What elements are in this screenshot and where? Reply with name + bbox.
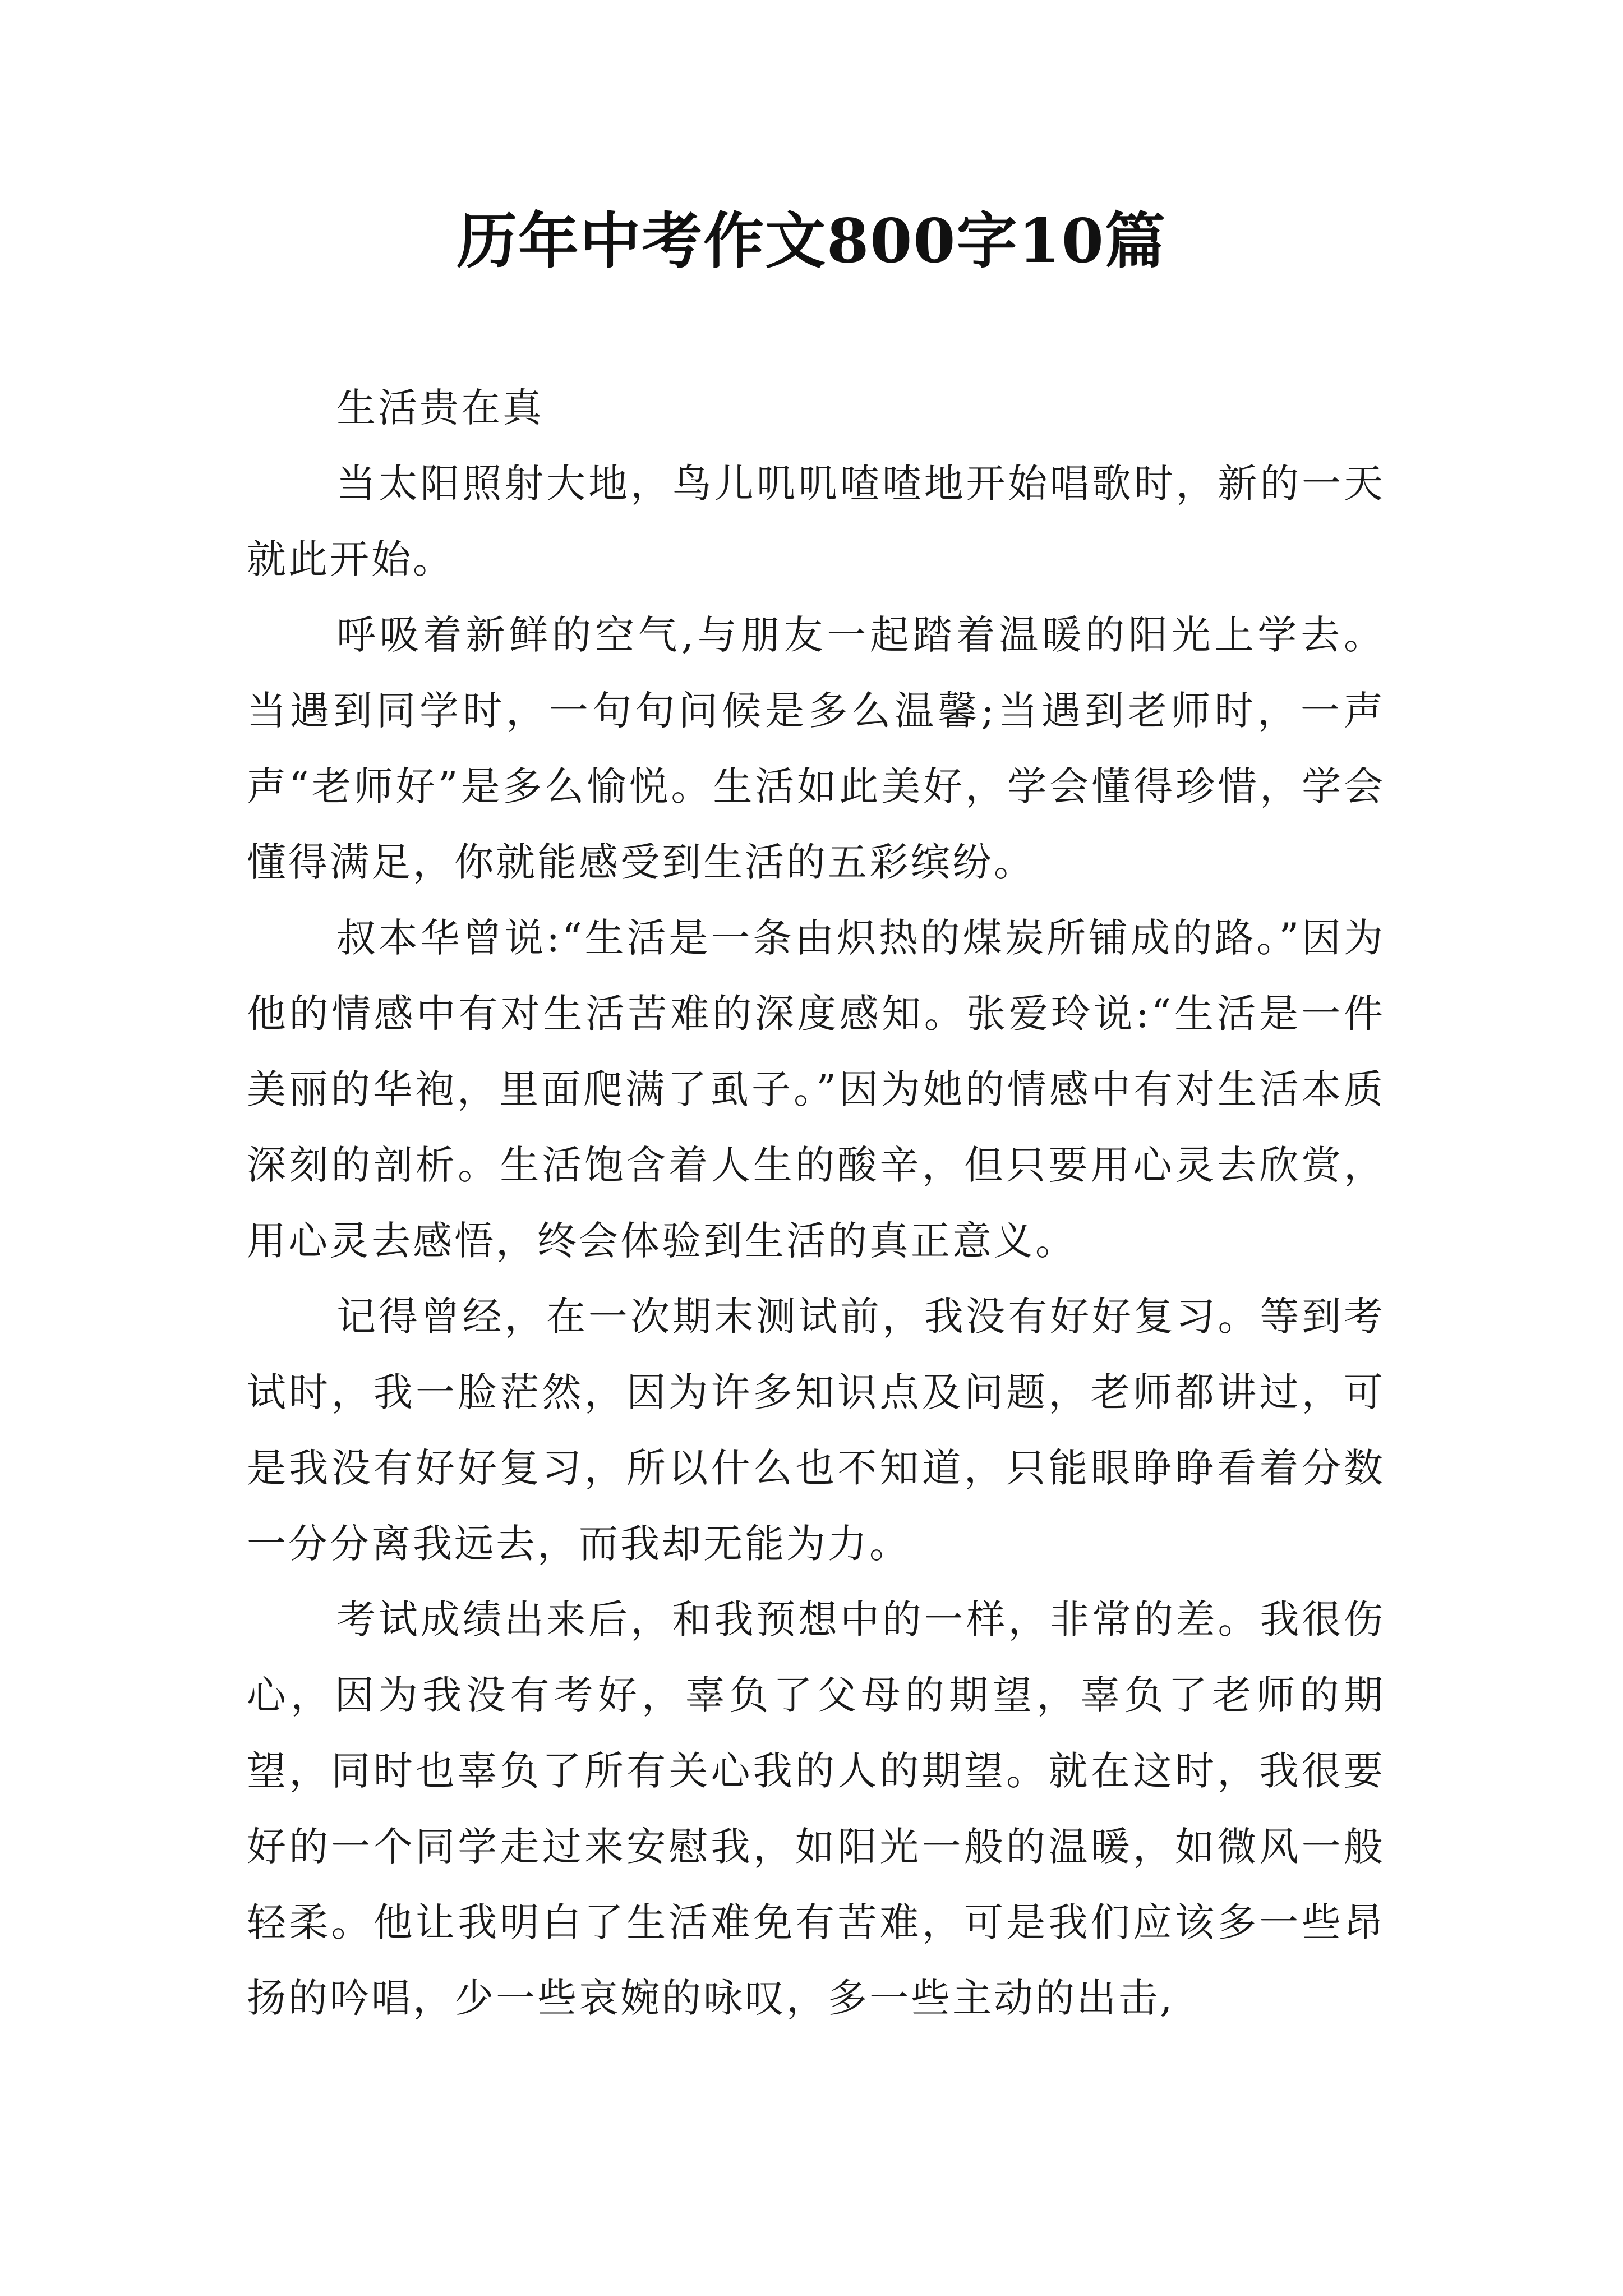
paragraph: 叔本华曾说:“生活是一条由炽热的煤炭所铺成的路。”因为他的情感中有对生活苦难的深度感知。张爱玲说:“生活是一件美丽的华袍，里面爬满了虱子。”因为她的情感中有对生活本质深刻的剖析。生活饱含着人生的酸辛，但只要用心灵去欣赏，用心灵去感悟，终会体验到生活的真正意义。: [247, 915, 1385, 1264]
document-body: [247, 370, 1385, 2036]
essay-subtitle: 生活贵在真: [336, 385, 544, 431]
paragraph: 记得曾经，在一次期末测试前，我没有好好复习。等到考试时，我一脸茫然，因为许多知识点及问题，老师都讲过，可是我没有好好复习，所以什么也不知道，只能眼睁睁看着分数一分分离我远去，而我却无能为力。: [247, 1294, 1385, 1567]
paragraph: 呼吸着新鲜的空气,与朋友一起踏着温暖的阳光上学去。当遇到同学时，一句句问候是多么温馨;当遇到老师时，一声声“老师好”是多么愉悦。生活如此美好，学会懂得珍惜，学会懂得满足，你就能感受到生活的五彩缤纷。: [247, 612, 1385, 885]
document-title: 历年中考作文800字10篇: [457, 206, 1166, 277]
paragraph: 当太阳照射大地，鸟儿叽叽喳喳地开始唱歌时，新的一天就此开始。: [247, 461, 1385, 582]
paragraph: 考试成绩出来后，和我预想中的一样，非常的差。我很伤心，因为我没有考好，辜负了父母的期望，辜负了老师的期望，同时也辜负了所有关心我的人的期望。就在这时，我很要好的一个同学走过来安慰我，如阳光一般的温暖，如微风一般轻柔。他让我明白了生活难免有苦难，可是我们应该多一些昂扬的吟唱，少一些哀婉的咏叹，多一些主动的出击,: [247, 1596, 1385, 2021]
